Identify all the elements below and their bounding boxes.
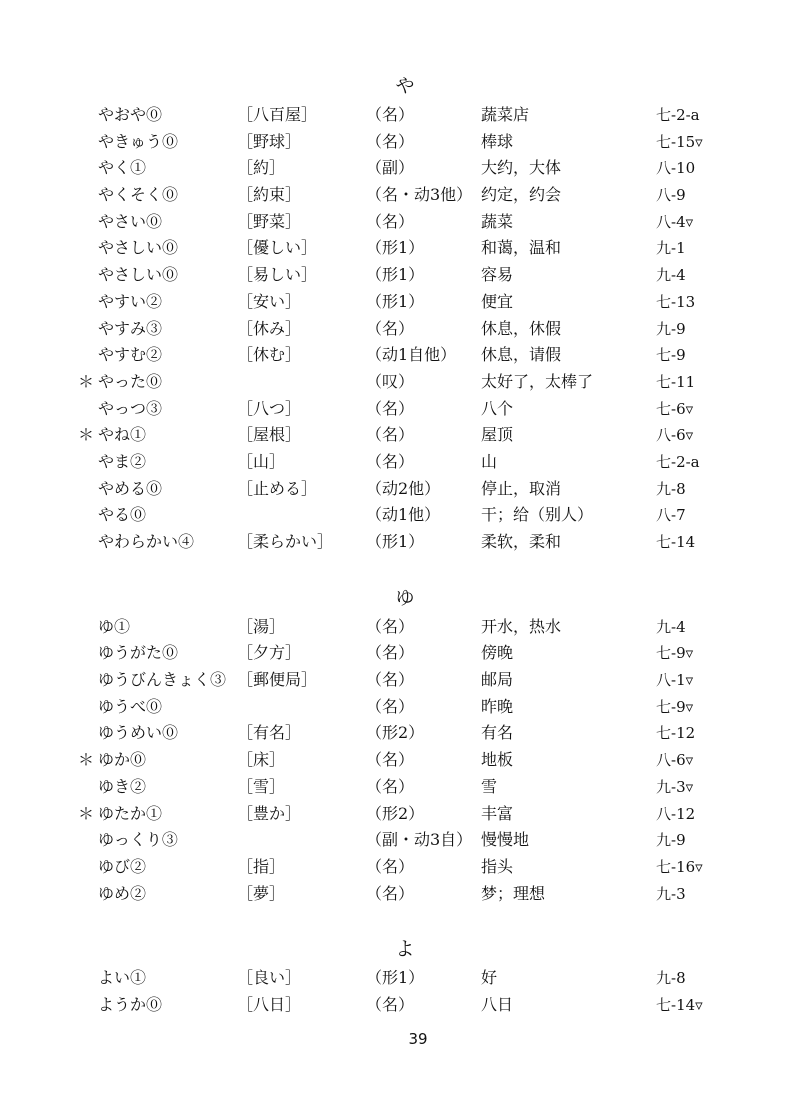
entry-kanji: ［湯］ <box>237 616 286 636</box>
entry-lesson: 九-1 <box>656 239 686 258</box>
entry-meaning: 约定，约会 <box>481 185 562 205</box>
entry-lesson: 九-9 <box>656 319 686 338</box>
vocab-entry <box>0 342 800 369</box>
entry-pos: （名） <box>366 670 415 690</box>
entry-pos: （名・动3他） <box>366 185 473 205</box>
entry-kanji: ［野球］ <box>237 131 302 151</box>
entry-word: やわらかい④ <box>98 532 195 551</box>
entry-kanji: ［郵便局］ <box>237 670 318 690</box>
vocab-entry <box>0 289 800 316</box>
entry-word: よい① <box>98 968 147 988</box>
vocab-entry <box>0 316 800 343</box>
entry-pos: （动1自他） <box>366 345 457 365</box>
entry-pos: （副・动3自） <box>366 830 473 850</box>
entry-word: ゆ① <box>98 616 131 636</box>
entry-kanji: ［床］ <box>237 750 286 770</box>
entry-word: ゆめ② <box>98 883 147 903</box>
entry-pos: （名） <box>366 994 415 1014</box>
section-gap <box>0 907 800 933</box>
entry-pos: （动2他） <box>366 478 441 498</box>
section-heading: ゆ <box>395 586 415 609</box>
entry-kanji: ［指］ <box>237 856 286 876</box>
entry-word: やすむ② <box>98 345 163 365</box>
vocab-entry <box>0 502 800 529</box>
entry-kanji: ［約］ <box>237 158 286 178</box>
entry-word: やくそく⓪ <box>98 185 179 205</box>
entry-meaning: 傍晚 <box>481 643 514 663</box>
vocab-entry <box>0 529 800 556</box>
entry-word: やめる⓪ <box>98 478 163 498</box>
entry-meaning: 屋顶 <box>481 425 514 445</box>
entry-lesson: 八-6▿ <box>656 751 694 770</box>
vocab-entry <box>0 262 800 289</box>
entry-kanji: ［約束］ <box>237 185 302 205</box>
vocab-entry <box>0 881 800 908</box>
entry-lesson: 九-8 <box>656 479 686 498</box>
entry-pos: （名） <box>366 856 415 876</box>
entry-pos: （名） <box>366 883 415 903</box>
entry-kanji: ［雪］ <box>237 776 286 796</box>
entry-kanji: ［山］ <box>237 451 286 471</box>
entry-meaning: 棒球 <box>481 131 514 151</box>
vocab-entry <box>0 827 800 854</box>
entry-lesson: 九-4 <box>656 617 686 636</box>
entry-meaning: 雪 <box>481 776 498 796</box>
entry-lesson: 七-9 <box>656 346 686 365</box>
section-heading: よ <box>395 938 415 961</box>
entry-lesson: 九-9 <box>656 831 686 850</box>
entry-meaning: 丰富 <box>481 803 514 823</box>
vocab-entry <box>0 209 800 236</box>
entry-meaning: 地板 <box>481 750 514 770</box>
entry-word: やすい② <box>98 291 163 311</box>
entry-kanji: ［安い］ <box>237 291 302 311</box>
vocab-entry <box>0 449 800 476</box>
entry-pos: （形2） <box>366 723 425 743</box>
entry-pos: （名） <box>366 696 415 716</box>
entry-star: ＊ <box>78 371 95 391</box>
entry-lesson: 八-1▿ <box>656 671 694 690</box>
entry-lesson: 七-12 <box>656 724 696 743</box>
entry-meaning: 昨晚 <box>481 696 514 716</box>
entry-star: ＊ <box>78 750 95 770</box>
entry-meaning: 有名 <box>481 723 514 743</box>
entry-pos: （形1） <box>366 291 425 311</box>
vocab-entry <box>0 182 800 209</box>
entry-lesson: 七-2-a <box>656 452 700 471</box>
entry-word: やさしい⓪ <box>98 265 179 285</box>
entry-meaning: 邮局 <box>481 670 514 690</box>
vocab-entry <box>0 369 800 396</box>
entry-lesson: 七-6▿ <box>656 399 694 418</box>
entry-word: やっつ③ <box>98 398 163 418</box>
entry-kanji: ［八つ］ <box>237 398 302 418</box>
vocab-entry <box>0 476 800 503</box>
entry-lesson: 八-6▿ <box>656 426 694 445</box>
entry-word: ゆうがた⓪ <box>98 643 179 663</box>
vocab-entry <box>0 235 800 262</box>
entry-lesson: 八-12 <box>656 804 696 823</box>
entry-word: やさい⓪ <box>98 211 163 231</box>
entry-pos: （名） <box>366 105 415 124</box>
entry-pos: （名） <box>366 211 415 231</box>
entry-meaning: 停止，取消 <box>481 478 562 498</box>
page-number: 39 <box>408 1030 428 1048</box>
vocab-entry <box>0 396 800 423</box>
entry-kanji: ［止める］ <box>237 478 318 498</box>
entry-meaning: 八个 <box>481 398 514 418</box>
entry-meaning: 和蔼，温和 <box>481 238 562 258</box>
entry-star: ＊ <box>78 803 95 823</box>
vocab-entry <box>0 640 800 667</box>
vocab-entry <box>0 992 800 1019</box>
entry-kanji: ［野菜］ <box>237 211 302 231</box>
entry-pos: （名） <box>366 616 415 636</box>
entry-meaning: 慢慢地 <box>481 830 530 850</box>
entry-meaning: 容易 <box>481 265 514 285</box>
entry-meaning: 梦；理想 <box>481 883 546 903</box>
entry-lesson: 七-14 <box>656 533 696 551</box>
entry-lesson: 七-16▿ <box>656 857 703 876</box>
entry-lesson: 七-15▿ <box>656 132 703 151</box>
entry-word: ゆき② <box>98 776 147 796</box>
entry-lesson: 七-14▿ <box>656 995 703 1014</box>
entry-word: ゆうびんきょく③ <box>98 670 227 690</box>
entry-kanji: ［八日］ <box>237 994 302 1014</box>
entry-lesson: 七-2-a <box>656 106 700 124</box>
entry-meaning: 休息，请假 <box>481 345 562 365</box>
entry-kanji: ［柔らかい］ <box>237 532 334 551</box>
vocab-entry <box>0 155 800 182</box>
entry-meaning: 蔬菜店 <box>481 105 530 124</box>
vocab-entry <box>0 774 800 801</box>
entry-lesson: 七-13 <box>656 292 696 311</box>
entry-kanji: ［夢］ <box>237 883 286 903</box>
entry-kanji: ［易しい］ <box>237 265 318 285</box>
entry-meaning: 大约，大体 <box>481 158 562 178</box>
entry-kanji: ［八百屋］ <box>237 105 318 124</box>
entry-pos: （名） <box>366 776 415 796</box>
vocab-entry <box>0 667 800 694</box>
entry-kanji: ［休む］ <box>237 345 302 365</box>
entry-meaning: 便宜 <box>481 291 514 311</box>
entry-pos: （形1） <box>366 265 425 285</box>
vocab-entry <box>0 720 800 747</box>
vocab-entry <box>0 854 800 881</box>
entry-word: やる⓪ <box>98 505 147 525</box>
entry-meaning: 蔬菜 <box>481 211 514 231</box>
entry-lesson: 九-8 <box>656 969 686 988</box>
entry-word: ゆび② <box>98 856 147 876</box>
entry-word: やおや⓪ <box>98 105 163 124</box>
entry-kanji: ［良い］ <box>237 968 302 988</box>
vocab-entry <box>0 747 800 774</box>
entry-word: やま② <box>98 451 147 471</box>
entry-meaning: 干；给（别人） <box>481 505 594 525</box>
vocab-entry <box>0 965 800 992</box>
entry-kanji: ［屋根］ <box>237 425 302 445</box>
entry-lesson: 八-7 <box>656 506 686 525</box>
entry-meaning: 八日 <box>481 994 514 1014</box>
entry-pos: （名） <box>366 398 415 418</box>
entry-lesson: 九-3▿ <box>656 777 694 796</box>
entry-word: やった⓪ <box>98 371 163 391</box>
entry-meaning: 山 <box>481 451 498 471</box>
entry-word: ゆたか① <box>98 803 163 823</box>
entry-lesson: 七-9▿ <box>656 644 694 663</box>
entry-word: ゆか⓪ <box>98 750 147 770</box>
entry-kanji: ［夕方］ <box>237 643 302 663</box>
vocab-entry <box>0 614 800 641</box>
entry-star: ＊ <box>78 425 95 445</box>
entry-meaning: 柔软，柔和 <box>481 532 562 551</box>
vocabulary-page <box>0 70 800 1019</box>
entry-word: やきゅう⓪ <box>98 131 179 151</box>
entry-lesson: 七-9▿ <box>656 697 694 716</box>
entry-pos: （名） <box>366 451 415 471</box>
entry-lesson: 九-3 <box>656 884 686 903</box>
entry-pos: （名） <box>366 643 415 663</box>
entry-word: ゆっくり③ <box>98 830 178 850</box>
entry-lesson: 八-9 <box>656 186 686 205</box>
entry-pos: （形1） <box>366 238 425 258</box>
entry-kanji: ［有名］ <box>237 723 302 743</box>
entry-word: やね① <box>98 425 147 445</box>
entry-lesson: 九-4 <box>656 266 686 285</box>
entry-word: ゆうべ⓪ <box>98 696 163 716</box>
entry-pos: （形2） <box>366 803 425 823</box>
entry-lesson: 七-11 <box>656 372 696 391</box>
entry-lesson: 八-10 <box>656 159 696 178</box>
section-gap <box>0 556 800 582</box>
entry-word: ようか⓪ <box>98 994 163 1014</box>
entry-word: やく① <box>98 158 147 178</box>
entry-word: やさしい⓪ <box>98 238 179 258</box>
entry-pos: （名） <box>366 131 415 151</box>
vocab-entry <box>0 129 800 156</box>
entry-pos: （动1他） <box>366 505 441 525</box>
entry-pos: （名） <box>366 425 415 445</box>
entry-kanji: ［優しい］ <box>237 238 318 258</box>
entry-word: ゆうめい⓪ <box>98 723 179 743</box>
entry-lesson: 八-4▿ <box>656 212 694 231</box>
entry-pos: （名） <box>366 750 415 770</box>
entry-pos: （叹） <box>366 371 415 391</box>
entry-pos: （形1） <box>366 532 425 551</box>
section-heading: や <box>395 75 415 97</box>
entry-meaning: 太好了，太棒了 <box>481 371 594 391</box>
vocab-entry <box>0 801 800 828</box>
entry-word: やすみ③ <box>98 318 163 338</box>
vocab-entry <box>0 422 800 449</box>
entry-kanji: ［豊か］ <box>237 803 302 823</box>
entry-pos: （副） <box>366 158 415 178</box>
entry-kanji: ［休み］ <box>237 318 302 338</box>
entry-pos: （形1） <box>366 968 425 988</box>
entry-pos: （名） <box>366 318 415 338</box>
entry-meaning: 指头 <box>481 856 514 876</box>
entry-meaning: 开水，热水 <box>481 616 562 636</box>
entry-meaning: 休息，休假 <box>481 318 562 338</box>
vocab-entry <box>0 102 800 129</box>
vocab-entry <box>0 694 800 721</box>
entry-meaning: 好 <box>481 968 498 988</box>
